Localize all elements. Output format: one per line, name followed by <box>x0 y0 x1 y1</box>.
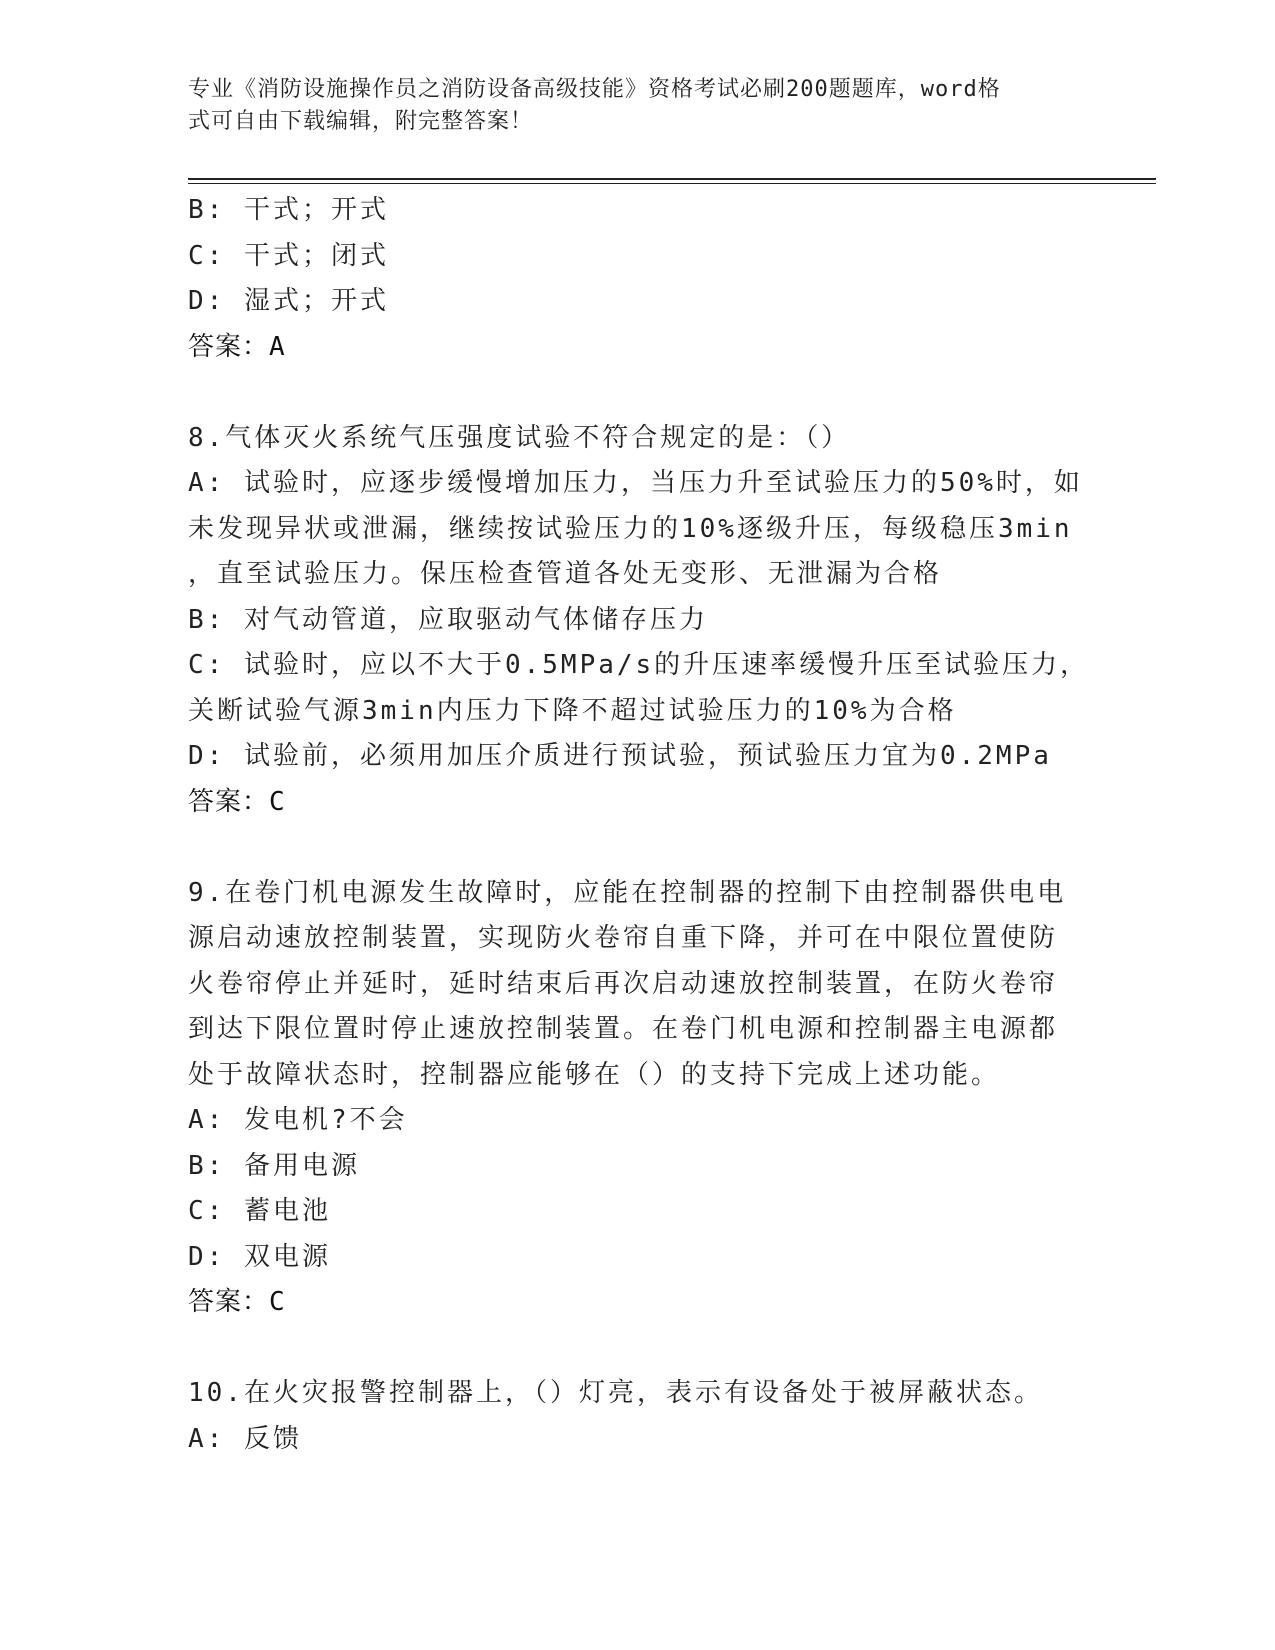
q7-answer-value: A <box>269 331 286 362</box>
q8-option-c-line-1: C: 试验时，应以不大于0.5MPa/s的升压速率缓慢升压至试验压力， <box>188 650 1090 680</box>
header-divider-thin <box>188 183 1156 184</box>
question-content <box>188 188 1088 1462</box>
q9-option-c: C: 蓄电池 <box>188 1196 331 1226</box>
q9-option-d: D: 双电源 <box>188 1241 331 1272</box>
q8-option-d: D: 试验前，必须用加压介质进行预试验，预试验压力宜为0.2MPa <box>188 741 1052 771</box>
document-header <box>188 74 1088 138</box>
q7-answer <box>188 325 1088 371</box>
q9-option-b: B: 备用电源 <box>188 1150 360 1181</box>
spacer <box>188 825 1088 871</box>
q10-option-a: A: 反馈 <box>188 1423 302 1454</box>
question-10-block <box>188 1371 1088 1462</box>
q9-question-line-4: 到达下限位置时停止速放控制装置。在卷门机电源和控制器主电源都 <box>188 1014 1059 1044</box>
q7-option-d: D: 湿式；开式 <box>188 286 389 316</box>
q8-option-a-line-1: A: 试验时，应逐步缓慢增加压力，当压力升至试验压力的50%时，如 <box>188 468 1083 498</box>
header-line-2: 式可自由下载编辑，附完整答案！ <box>188 109 534 134</box>
q8-option-c-line-2: 关断试验气源3min内压力下降不超过试验压力的10%为合格 <box>188 695 957 726</box>
q9-answer <box>188 1280 1088 1326</box>
q9-question-line-2: 源启动速放控制装置，实现防火卷帘自重下降，并可在中限位置使防 <box>188 923 1059 953</box>
q8-answer <box>188 780 1088 826</box>
question-8-block <box>188 416 1088 826</box>
q9-question-line-5: 处于故障状态时，控制器应能够在（）的支持下完成上述功能。 <box>188 1059 1001 1090</box>
q9-question-line-1: 9.在卷门机电源发生故障时，应能在控制器的控制下由控制器供电电 <box>188 877 1067 908</box>
q7-option-b: B: 干式；开式 <box>188 195 389 225</box>
header-divider-thick <box>188 178 1156 180</box>
header-line-1: 专业《消防设施操作员之消防设备高级技能》资格考试必刷200题题库，word格 <box>188 77 1001 102</box>
q10-question: 10.在火灾报警控制器上，（）灯亮，表示有设备处于被屏蔽状态。 <box>188 1378 1043 1408</box>
q7-answer-label: 答案： <box>188 331 270 362</box>
q8-option-a-line-2: 未发现异状或泄漏，继续按试验压力的10%逐级升压，每级稳压3min <box>188 513 1073 544</box>
question-7-block <box>188 188 1088 370</box>
q9-answer-value: C <box>269 1287 286 1317</box>
q8-option-b: B: 对气动管道，应取驱动气体储存压力 <box>188 604 708 635</box>
question-9-block <box>188 871 1088 1326</box>
q9-question-line-3: 火卷帘停止并延时，延时结束后再次启动速放控制装置，在防火卷帘 <box>188 968 1059 999</box>
q8-question: 8.气体灭火系统气压强度试验不符合规定的是：（） <box>188 422 851 453</box>
q9-option-a: A: 发电机?不会 <box>188 1105 408 1135</box>
spacer <box>188 370 1088 416</box>
q7-option-c: C: 干式；闭式 <box>188 240 389 271</box>
q8-answer-label: 答案： <box>188 786 270 817</box>
spacer <box>188 1326 1088 1372</box>
q9-answer-label: 答案： <box>188 1287 270 1317</box>
q8-answer-value: C <box>269 786 286 817</box>
q8-option-a-line-3: ，直至试验压力。保压检查管道各处无变形、无泄漏为合格 <box>188 559 943 589</box>
